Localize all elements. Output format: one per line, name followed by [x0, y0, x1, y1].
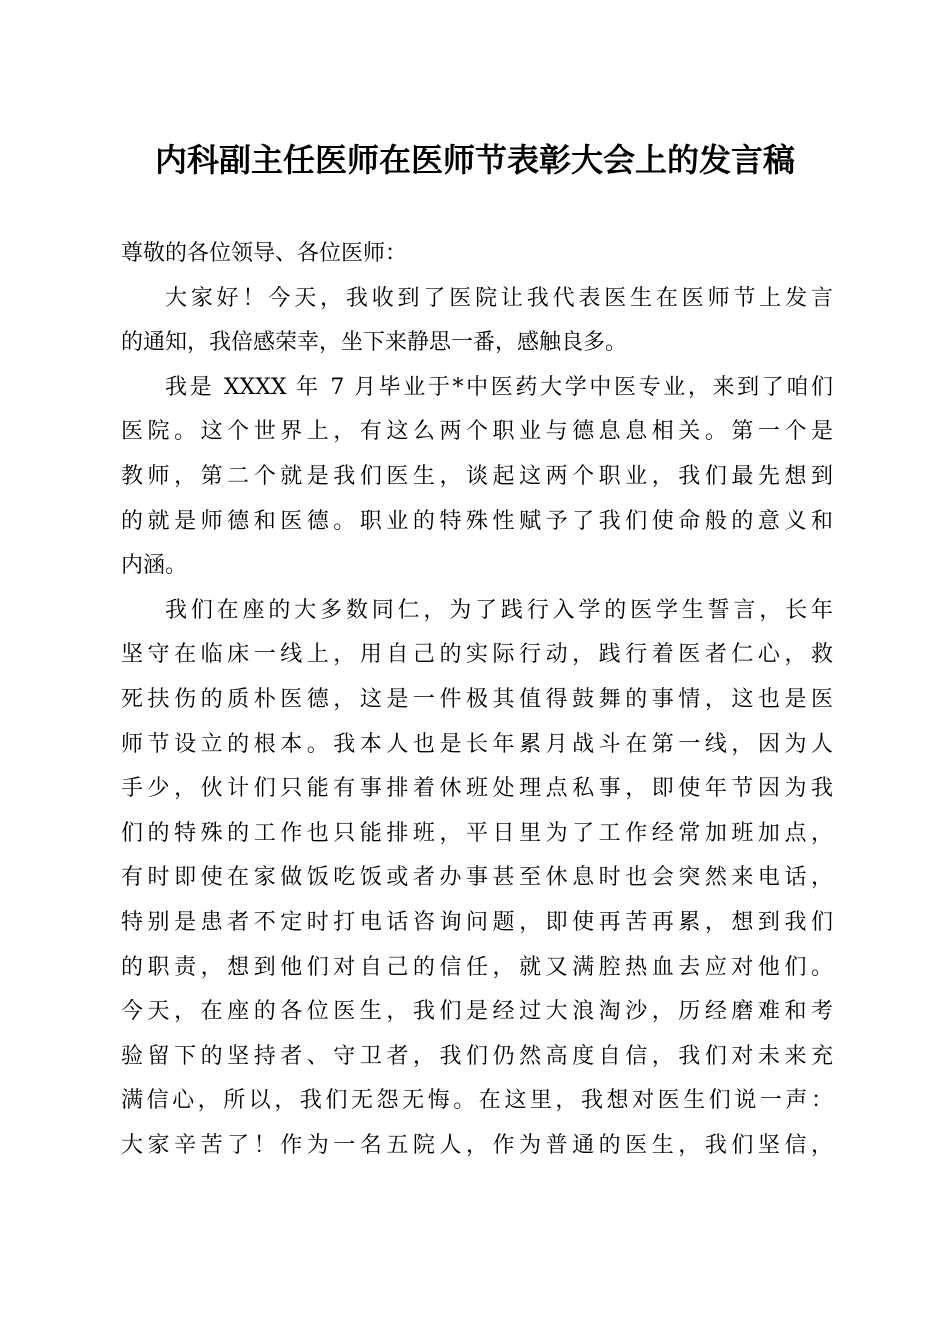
text-line: 坚守在临床一线上，用自己的实际行动，践行着医者仁心，救 [121, 642, 833, 668]
text-line: 手少，伙计们只能有事排着休班处理点私事，即使年节因为我 [121, 776, 833, 802]
document-title: 内科副主任医师在医师节表彰大会上的发言稿 [154, 141, 795, 179]
text-line: 我是 XXXX 年 7 月毕业于*中医药大学中医专业，来到了咱们 [165, 374, 833, 400]
text-line: 特别是患者不定时打电话咨询问题，即使再苦再累，想到我们 [121, 909, 833, 935]
text-line: 今天，在座的各位医生，我们是经过大浪淘沙，历经磨难和考 [121, 999, 833, 1025]
text-line: 有时即使在家做饭吃饭或者办事甚至休息时也会突然来电话， [121, 865, 833, 891]
text-line: 内涵。 [121, 553, 188, 579]
paragraph-dedication [121, 589, 833, 1169]
document-body [121, 232, 833, 1168]
paragraph-background [121, 366, 833, 589]
text-line: 我们在座的大多数同仁，为了践行入学的医学生誓言，长年 [165, 597, 833, 623]
text-line: 大家辛苦了！作为一名五院人，作为普通的医生，我们坚信， [121, 1132, 833, 1158]
text-line: 满信心，所以，我们无怨无悔。在这里，我想对医生们说一声： [121, 1088, 833, 1114]
salutation: 尊敬的各位领导、各位医师： [121, 241, 408, 266]
text-line: 的通知，我倍感荣幸，坐下来静思一番，感触良多。 [121, 330, 628, 356]
text-line: 死扶伤的质朴医德，这是一件极其值得鼓舞的事情，这也是医 [121, 686, 833, 712]
text-line: 师节设立的根本。我本人也是长年累月战斗在第一线，因为人 [121, 731, 833, 757]
text-line: 的职责，想到他们对自己的信任，就又满腔热血去应对他们。 [121, 954, 833, 980]
text-line: 们的特殊的工作也只能排班，平日里为了工作经常加班加点， [121, 820, 833, 846]
text-line: 教师，第二个就是我们医生，谈起这两个职业，我们最先想到 [121, 463, 833, 489]
text-line: 验留下的坚持者、守卫者，我们仍然高度自信，我们对未来充 [121, 1043, 833, 1069]
paragraph-greeting [121, 277, 833, 366]
text-line: 医院。这个世界上，有这么两个职业与德息息相关。第一个是 [121, 419, 833, 445]
text-line: 的就是师德和医德。职业的特殊性赋予了我们使命般的意义和 [121, 508, 833, 534]
text-line: 大家好！今天，我收到了医院让我代表医生在医师节上发言 [165, 285, 833, 311]
